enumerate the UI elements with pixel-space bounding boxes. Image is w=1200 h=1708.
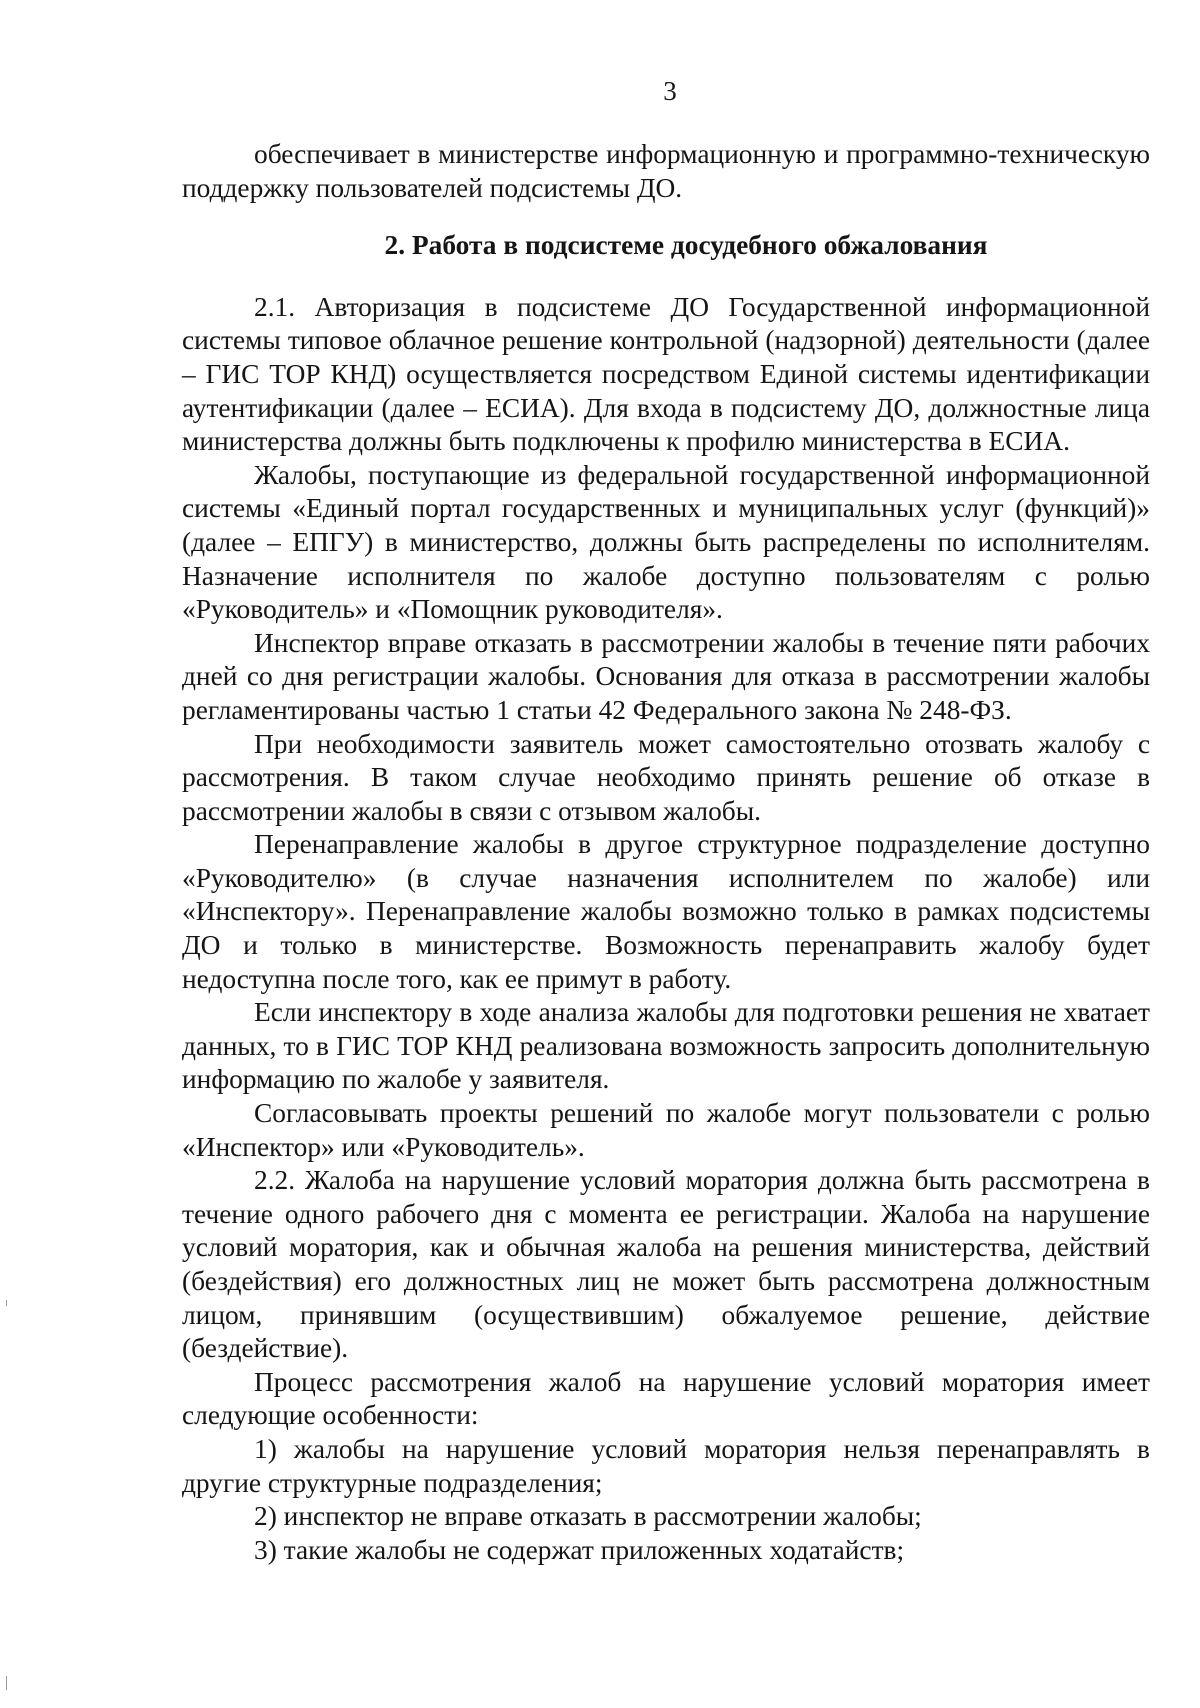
paragraph-moratorium: 2.2. Жалоба на нарушение условий моратория должна быть рассмотрена в течение одного рабочего дня с момента ее регистрации. Жалоба на нарушение условий моратория, как и обычная жалоба на решения министерства, действий (бездействия) его должностных лиц не может быть рассмотрена должностным лицом, принявшим (осуществившим) обжалуемое решение, действие (бездействие). [182, 1165, 1150, 1364]
document-body [182, 138, 1150, 1567]
intro-paragraph: обеспечивает в министерстве информационную и программно-техническую поддержку пользователей подсистемы ДО. [182, 139, 1150, 203]
paragraph-redirection: Перенаправление жалобы в другое структурное подразделение доступно «Руководителю» (в случае назначения исполнителем по жалобе) или «Инспектору». Перенаправление жалобы возможно только в рамках подсистемы ДО и только в министерстве. Возможность перенаправить жалобу будет недоступна после того, как ее примут в работу. [182, 829, 1150, 994]
paragraph-approval: Согласовывать проекты решений по жалобе могут пользователи с ролью «Инспектор» или «Руководитель». [182, 1098, 1150, 1162]
paragraph-complaints-distribution: Жалобы, поступающие из федеральной государственной информационной системы «Единый портал государственных и муниципальных услуг (функций)» (далее – ЕПГУ) в министерство, должны быть распределены по исполнителям. Назначение исполнителя по жалобе доступно пользователям с ролью «Руководитель» и «Помощник руководителя». [182, 459, 1150, 625]
paragraph-refusal: Инспектор вправе отказать в рассмотрении жалобы в течение пяти рабочих дней со дня регистрации жалобы. Основания для отказа в рассмотрении жалобы регламентированы частью 1 статьи 42 Федерального закона № 248-ФЗ. [182, 627, 1150, 725]
list-item-1: 1) жалобы на нарушение условий моратория нельзя перенаправлять в другие структурные подразделения; [182, 1433, 1150, 1498]
list-item-2: 2) инспектор не вправе отказать в рассмотрении жалобы; [254, 1501, 922, 1532]
scan-artifact-mark [6, 1676, 7, 1690]
paragraph-withdrawal: При необходимости заявитель может самостоятельно отозвать жалобу с рассмотрения. В таком случае необходимо принять решение об отказе в рассмотрении жалобы в связи с отзывом жалобы. [182, 728, 1150, 826]
page-number: 3 [663, 76, 677, 106]
paragraph-authorization: 2.1. Авторизация в подсистеме ДО Государственной информационной системы типовое облачное решение контрольной (надзорной) деятельности (далее – ГИС ТОР КНД) осуществляется посредством Единой системы идентификации аутентификации (далее – ЕСИА). Для входа в подсистему ДО, должностные лица министерства должны быть подключены к профилю министерства в ЕСИА. [182, 291, 1150, 457]
section-heading: 2. Работа в подсистеме досудебного обжалования [384, 230, 988, 261]
scan-artifact-mark [6, 1300, 7, 1306]
paragraph-process-features: Процесс рассмотрения жалоб на нарушение условий моратория имеет следующие особенности: [182, 1366, 1150, 1431]
paragraph-additional-info: Если инспектору в ходе анализа жалобы для подготовки решения не хватает данных, то в ГИС ТОР КНД реализована возможность запросить дополнительную информацию по жалобе у заявителя. [182, 997, 1150, 1095]
list-item-3: 3) такие жалобы не содержат приложенных ходатайств; [254, 1534, 905, 1565]
